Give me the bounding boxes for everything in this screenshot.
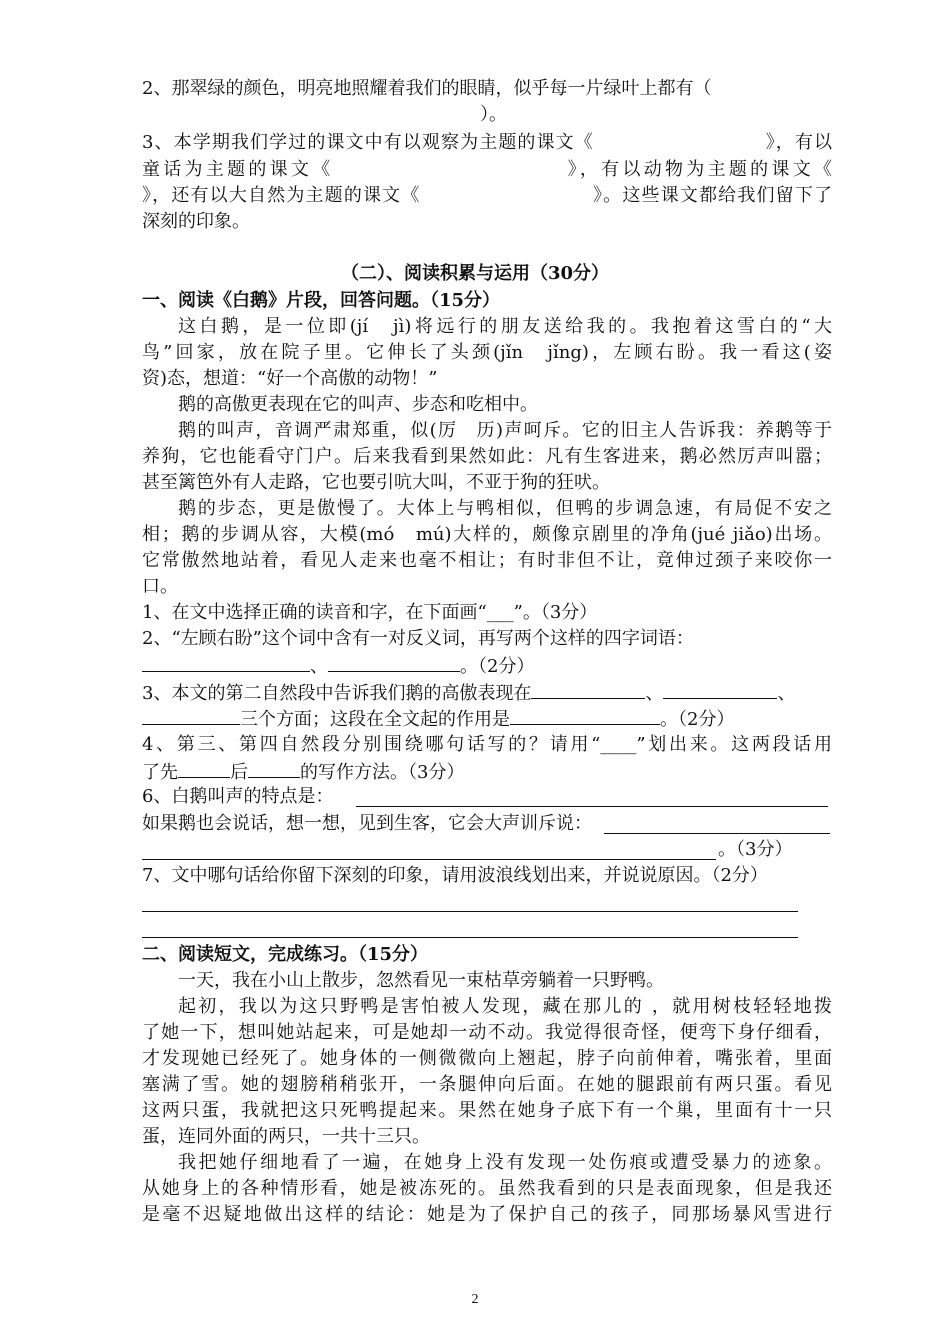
- page-number: 2: [471, 1292, 479, 1307]
- part2-heading: 二、阅读短文，完成练习。（15分）: [142, 944, 429, 965]
- part2-passage-line: 这两只蛋，我就把这只死鸭提起来。果然在她身子底下有一个巢，里面有十一只: [142, 1100, 832, 1121]
- part1-passage-line: 养狗，它也能看守门户。后来我看到果然如此：凡有生客进来，鹅必然厉声叫嚣；: [142, 446, 832, 467]
- question-4: 4、第三、第四自然段分别围绕哪句话写的？请用“____”划出来。这两段话用: [142, 734, 832, 755]
- part2-passage-line: 起初，我以为这只野鸭是害怕被人发现，藏在那儿的 ，就用树枝轻轻地拨: [178, 996, 832, 1017]
- answer-blank[interactable]: [663, 680, 777, 699]
- answer-blank[interactable]: [328, 653, 460, 672]
- question-1: 1、在文中选择正确的读音和字，在下面画“___”。（3分）: [142, 602, 598, 623]
- question-6-sub: 如果鹅也会说话，想一想，见到生客，它会大声训斥说：: [142, 813, 592, 834]
- part2-passage-line: 才发现她已经死了。她身体的一侧微微向上翘起，脖子向前伸着，嘴张着，里面: [142, 1048, 832, 1069]
- part2-passage-line: 是毫不迟疑地做出这样的结论：她是为了保护自己的孩子，同那场暴风雪进行: [142, 1204, 832, 1225]
- answer-blank[interactable]: [142, 706, 240, 725]
- answer-blank[interactable]: [531, 680, 645, 699]
- fill-q2-line2: ）。: [480, 104, 507, 125]
- part1-passage-line: 鹅的高傲更表现在它的叫声、步态和吃相中。: [178, 394, 538, 415]
- part1-heading: 一、阅读《白鹅》片段，回答问题。（15分）: [142, 290, 501, 311]
- part1-passage-line: 资)态，想道：“好一个高傲的动物！”: [142, 368, 438, 389]
- part1-passage-line: 甚至篱笆外有人走路，它也要引吭大叫，不亚于狗的狂吠。: [142, 472, 610, 493]
- part1-passage-line: 它常傲然地站着，看见人走来也毫不相让；有时非但不让，竟伸过颈子来咬你一: [142, 550, 832, 571]
- answer-blank[interactable]: [510, 706, 660, 725]
- fill-q3-line3: 》，还有以大自然为主题的课文《 》。这些课文都给我们留下了: [142, 185, 832, 206]
- part1-passage-line: 这白鹅，是一位即(jí jì)将远行的朋友送给我的。我抱着这雪白的“大: [178, 316, 832, 337]
- answer-rule[interactable]: [142, 937, 798, 938]
- fill-q2-line1: 2、那翠绿的颜色，明亮地照耀着我们的眼睛，似乎每一片绿叶上都有（: [142, 78, 712, 99]
- question-7: 7、文中哪句话给你留下深刻的印象，请用波浪线划出来，并说说原因。（2分）: [142, 865, 768, 886]
- answer-blank[interactable]: [142, 653, 310, 672]
- section-title: （二）、阅读积累与运用（30分）: [340, 263, 610, 284]
- question-4-line2: 了先 后 的写作方法。（3分）: [142, 759, 832, 785]
- part2-passage-line: 蛋，连同外面的两只，一共十三只。: [142, 1126, 430, 1147]
- question-6: 6、白鹅叫声的特点是：: [142, 786, 334, 807]
- question-2-answer-line: 、 。（2分）: [142, 653, 832, 679]
- fill-q3-line1: 3、本学期我们学过的课文中有以观察为主题的课文《 》，有以: [142, 132, 832, 153]
- part2-passage-line: 一天，我在小山上散步，忽然看见一束枯草旁躺着一只野鸭。: [178, 970, 664, 991]
- part1-passage-line: 相；鹅的步调从容，大模(mó mú)大样的，颇像京剧里的净角(jué jiǎo)出场。: [142, 524, 832, 545]
- part1-passage-line: 鹅的步态，更是傲慢了。大体上与鸭相似，但鸭的步调急速，有局促不安之: [178, 498, 832, 519]
- part1-passage-line: 鹅的叫声，音调严肃郑重，似(厉 历)声呵斥。它的旧主人告诉我：养鹅等于: [178, 420, 832, 441]
- part1-passage-line: 鸟”回家，放在院子里。它伸长了头颈(jǐn jǐng)，左顾右盼。我一看这(姿: [142, 342, 832, 363]
- part2-passage-line: 从她身上的各种情形看，她是被冻死的。虽然我看到的只是表面现象，但是我还: [142, 1178, 832, 1199]
- question-3: 3、本文的第二自然段中告诉我们鹅的高傲表现在 、 、: [142, 680, 832, 706]
- part2-passage-line: 塞满了雪。她的翅膀稍稍张开，一条腿伸向后面。在她的腿跟前有两只蛋。看见: [142, 1074, 832, 1095]
- part1-passage-line: 口。: [142, 576, 178, 597]
- answer-blank[interactable]: [248, 759, 300, 778]
- question-2: 2、“左顾右盼”这个词中含有一对反义词，再写两个这样的四字词语：: [142, 628, 694, 649]
- answer-rule[interactable]: [356, 806, 828, 807]
- part2-passage-line: 了她一下，想叫她站起来，可是她却一动不动。我觉得很奇怪，便弯下身仔细看，: [142, 1022, 832, 1043]
- answer-rule[interactable]: [142, 859, 716, 860]
- question-3-line2: 三个方面；这段在全文起的作用是 。（2分）: [142, 706, 832, 732]
- answer-rule[interactable]: [604, 833, 830, 834]
- question-6-score: 。（3分）: [718, 839, 793, 860]
- part2-passage-line: 我把她仔细地看了一遍，在她身上没有发现一处伤痕或遭受暴力的迹象。: [178, 1152, 832, 1173]
- fill-q3-line2: 童话为主题的课文《 》，有以动物为主题的课文《: [142, 159, 832, 180]
- answer-blank[interactable]: [178, 759, 230, 778]
- answer-rule[interactable]: [142, 911, 798, 912]
- fill-q3-line4: 深刻的印象。: [142, 211, 250, 232]
